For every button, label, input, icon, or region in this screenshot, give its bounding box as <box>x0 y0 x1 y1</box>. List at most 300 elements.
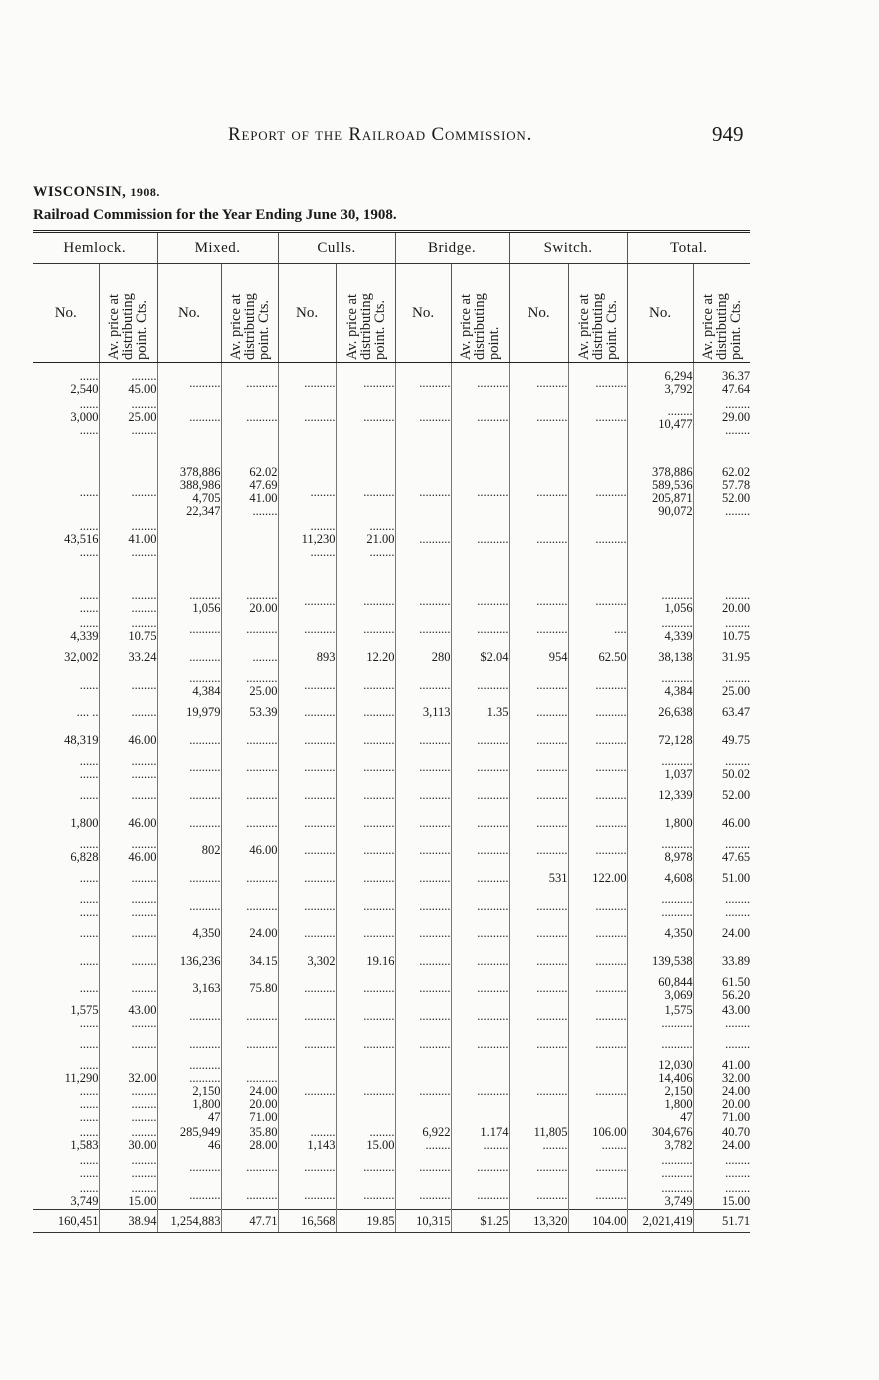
table-cell: 33.89 <box>693 948 750 975</box>
table-cell: .......... 8,978 <box>627 837 693 865</box>
table-cell: .......... <box>509 671 568 699</box>
table-cell: .... <box>568 616 627 644</box>
col-header-price-text: Av. price at distributing point. <box>458 293 503 360</box>
table-cell <box>157 560 221 587</box>
table-cell: .......... <box>278 1003 336 1031</box>
table-cell: 43.00 ........ <box>99 1003 157 1031</box>
table-cell: .......... <box>568 588 627 616</box>
table-cell: .......... <box>395 363 451 398</box>
table-cell: ........ 10.75 <box>99 616 157 644</box>
table-row <box>33 616 750 644</box>
table-row <box>33 1153 750 1181</box>
col-header-price <box>336 264 395 363</box>
table-cell: .......... <box>395 809 451 836</box>
table-cell <box>395 438 451 465</box>
table-cell: .......... <box>568 809 627 836</box>
table-cell: .......... <box>451 519 509 560</box>
table-cell: 106.00 ........ <box>568 1125 627 1153</box>
table-row <box>33 727 750 754</box>
total-cell: $1.25 <box>451 1210 509 1233</box>
table-cell: 6,294 3,792 <box>627 363 693 398</box>
table-cell: .......... <box>509 588 568 616</box>
col-header-no: No. <box>157 264 221 363</box>
table-cell: 33.24 <box>99 644 157 671</box>
table-cell: .......... <box>509 1003 568 1031</box>
table-cell: .......... .......... 2,150 1,800 47 <box>157 1058 221 1125</box>
table-cell: 285,949 46 <box>157 1125 221 1153</box>
table-cell <box>221 519 278 560</box>
table-cell: 72,128 <box>627 727 693 754</box>
table-cell: .......... <box>451 397 509 438</box>
state-name: WISCONSIN, <box>33 184 127 200</box>
table-cell: 48,319 <box>64 732 99 747</box>
table-cell: .......... <box>221 1031 278 1058</box>
table-cell: .......... <box>568 920 627 947</box>
total-cell: 10,315 <box>395 1210 451 1233</box>
table-cell: .......... <box>509 727 568 754</box>
table-cell: .......... <box>451 1153 509 1181</box>
col-header-price-text: Av. price at distributing point. Cts. <box>575 293 620 360</box>
table-row <box>33 975 750 1003</box>
table-cell: .......... <box>221 363 278 398</box>
table-cell: .......... <box>509 1031 568 1058</box>
table-cell: ...... <box>79 1037 99 1052</box>
table-cell: .......... 20.00 <box>221 588 278 616</box>
col-header-price <box>221 264 278 363</box>
table-cell <box>627 519 693 560</box>
table-row <box>33 560 750 587</box>
table-cell: .......... <box>336 363 395 398</box>
table-cell: .......... <box>395 616 451 644</box>
table-row <box>33 397 750 438</box>
table-row <box>33 438 750 465</box>
table-row <box>33 754 750 782</box>
table-cell: .......... <box>509 397 568 438</box>
table-row <box>33 671 750 699</box>
table-cell: 1,575 .......... <box>627 1003 693 1031</box>
table-cell: ........ 41.00 ........ <box>99 519 157 560</box>
table-cell: .......... <box>395 837 451 865</box>
table-cell: .......... <box>395 975 451 1003</box>
table-cell: .......... <box>395 727 451 754</box>
table-cell: ...... <box>79 870 99 885</box>
table-cell: .......... <box>395 1003 451 1031</box>
table-cell: ...... 11,290 ...... ...... ...... <box>64 1058 99 1125</box>
table-cell: 3,163 <box>157 975 221 1003</box>
table-cell <box>451 560 509 587</box>
group-header-bridge: Bridge. <box>395 232 509 264</box>
table-cell: 38,138 <box>627 644 693 671</box>
table-cell: .......... <box>568 948 627 975</box>
table-cell <box>509 438 568 465</box>
table-cell: ........ 30.00 <box>99 1125 157 1153</box>
table-cell: 62.02 57.78 52.00 ........ <box>693 465 750 519</box>
table-cell: 35.80 28.00 <box>221 1125 278 1153</box>
total-cell: 38.94 <box>99 1210 157 1233</box>
col-header-price <box>99 264 157 363</box>
table-cell: .......... <box>278 837 336 865</box>
table-cell: .......... <box>451 892 509 920</box>
table-row <box>33 519 750 560</box>
table-cell: .......... <box>509 920 568 947</box>
col-header-price-text: Av. price at distributing point. Cts. <box>699 293 744 360</box>
table-cell: ........ <box>99 465 157 519</box>
table-cell: 4,608 <box>627 865 693 892</box>
table-cell: .......... <box>509 1153 568 1181</box>
table-cell: ........ <box>99 948 157 975</box>
table-cell: 53.39 <box>221 699 278 726</box>
totals-row <box>33 1210 750 1233</box>
table-cell: .......... 1,056 <box>157 588 221 616</box>
table-cell: ...... 4,339 <box>70 615 99 643</box>
table-cell: .......... <box>395 754 451 782</box>
table-cell: ........ 15.00 <box>336 1125 395 1153</box>
table-cell <box>336 560 395 587</box>
table-cell: .......... <box>336 465 395 519</box>
table-cell: .......... <box>157 865 221 892</box>
table-row <box>33 699 750 726</box>
table-cell: 12,030 14,406 2,150 1,800 47 <box>627 1058 693 1125</box>
total-cell: 1,254,883 <box>157 1210 221 1233</box>
table-cell <box>509 560 568 587</box>
table-row <box>33 1058 750 1125</box>
table-cell: .......... <box>336 699 395 726</box>
table-row <box>33 809 750 836</box>
table-cell: .......... <box>336 754 395 782</box>
table-cell: .......... <box>157 892 221 920</box>
table-cell: .......... <box>278 865 336 892</box>
table-cell: .......... <box>336 1058 395 1125</box>
table-cell: .......... 3,749 <box>627 1181 693 1210</box>
table-cell: .......... <box>221 865 278 892</box>
table-cell: .......... <box>395 920 451 947</box>
table-cell: 46.00 <box>693 809 750 836</box>
table-cell: ...... ...... <box>79 587 99 615</box>
table-cell: .......... <box>568 519 627 560</box>
table-cell: .......... <box>509 616 568 644</box>
table-cell: .......... <box>509 809 568 836</box>
table-cell <box>693 560 750 587</box>
table-row <box>33 1031 750 1058</box>
table-row <box>33 920 750 947</box>
table-cell: .......... <box>395 1181 451 1210</box>
table-cell: ...... 6,828 <box>70 836 99 864</box>
table-cell: ........ <box>99 1031 157 1058</box>
table-cell: .......... <box>221 892 278 920</box>
table-cell: .......... <box>451 782 509 809</box>
table-cell: .......... <box>509 519 568 560</box>
table-cell: .......... <box>221 809 278 836</box>
table-cell: 24.00 <box>693 920 750 947</box>
table-cell: ...... <box>79 926 99 941</box>
table-row <box>33 892 750 920</box>
group-header-mixed: Mixed. <box>157 232 278 264</box>
table-cell: .......... <box>509 975 568 1003</box>
table-cell: ........ 50.02 <box>693 754 750 782</box>
total-cell: 51.71 <box>693 1210 750 1233</box>
table-cell: .......... <box>395 948 451 975</box>
col-header-price-text: Av. price at distributing point. Cts. <box>343 293 388 360</box>
table-cell: 32,002 <box>64 649 99 664</box>
table-cell: .......... <box>278 363 336 398</box>
table-cell: ........ ........ <box>99 1153 157 1181</box>
table-cell: .......... <box>395 865 451 892</box>
table-cell: .......... <box>568 1003 627 1031</box>
table-cell <box>568 438 627 465</box>
table-cell: .......... <box>336 975 395 1003</box>
table-cell: .......... <box>568 837 627 865</box>
table-cell: .......... <box>278 754 336 782</box>
table-cell: 1.35 <box>451 699 509 726</box>
table-cell: .......... <box>451 809 509 836</box>
table-cell <box>627 560 693 587</box>
table-cell: .......... <box>451 616 509 644</box>
table-cell: .......... <box>451 975 509 1003</box>
table-cell: .......... <box>221 1003 278 1031</box>
table-cell: .......... <box>221 1181 278 1210</box>
table-cell: 34.15 <box>221 948 278 975</box>
table-cell: .......... <box>568 363 627 398</box>
table-cell: .......... <box>568 1031 627 1058</box>
table-cell: .......... <box>451 865 509 892</box>
table-cell: .......... <box>278 920 336 947</box>
col-header-no: No. <box>509 264 568 363</box>
table-cell: $2.04 <box>451 644 509 671</box>
table-row <box>33 948 750 975</box>
table-cell: .......... <box>157 1181 221 1210</box>
table-cell: .......... <box>451 1058 509 1125</box>
table-cell: .......... <box>157 616 221 644</box>
table-cell <box>33 560 99 587</box>
table-row <box>33 588 750 616</box>
table-cell <box>693 438 750 465</box>
table-row <box>33 644 750 671</box>
table-cell: 46.00 <box>99 809 157 836</box>
table-cell: 19,979 <box>157 699 221 726</box>
table-cell: .......... <box>336 588 395 616</box>
table-cell: .......... <box>568 975 627 1003</box>
table-row <box>33 465 750 519</box>
table-cell: .......... 24.00 20.00 71.00 <box>221 1058 278 1125</box>
table-cell: .......... <box>395 1058 451 1125</box>
table-cell: ........ <box>99 865 157 892</box>
table-cell: ........ <box>99 975 157 1003</box>
table-cell: .......... <box>568 397 627 438</box>
table-cell: .......... <box>509 1181 568 1210</box>
table-cell: ...... 1,583 <box>70 1125 99 1153</box>
table-cell: ........ 15.00 <box>693 1181 750 1210</box>
table-cell: ........ <box>99 671 157 699</box>
table-cell: 531 <box>509 865 568 892</box>
table-cell: .......... <box>157 1003 221 1031</box>
table-cell <box>33 438 99 465</box>
table-cell: .......... .......... <box>627 1153 693 1181</box>
table-cell: 60,844 3,069 <box>627 975 693 1003</box>
table-cell: ........ <box>221 644 278 671</box>
table-cell: .......... 25.00 <box>221 671 278 699</box>
table-cell: .......... <box>509 754 568 782</box>
table-cell: ........ 15.00 <box>99 1181 157 1210</box>
table-cell: ...... ...... <box>79 892 99 920</box>
table-cell: 304,676 3,782 <box>627 1125 693 1153</box>
table-cell: .......... <box>157 727 221 754</box>
table-cell: .......... <box>336 782 395 809</box>
table-cell: ........ <box>99 920 157 947</box>
group-header-hemlock: Hemlock. <box>33 232 157 264</box>
table-cell: .......... <box>278 809 336 836</box>
table-cell: .......... <box>336 727 395 754</box>
table-cell: 3,302 <box>278 948 336 975</box>
table-cell: ...... <box>79 788 99 803</box>
table-cell: .......... <box>451 1031 509 1058</box>
table-cell: .......... <box>278 1181 336 1210</box>
table-cell: ........ ........ <box>99 754 157 782</box>
page-number: 949 <box>712 122 744 146</box>
table-cell: .......... <box>395 397 451 438</box>
table-cell <box>451 438 509 465</box>
total-cell: 16,568 <box>278 1210 336 1233</box>
table-cell: .......... <box>451 588 509 616</box>
table-body <box>33 363 750 1233</box>
table-cell: .......... <box>395 671 451 699</box>
total-cell: 19.85 <box>336 1210 395 1233</box>
table-cell: ........ 25.00 <box>693 671 750 699</box>
table-cell: ...... 3,000 ...... <box>70 397 99 437</box>
table-cell: .......... <box>451 920 509 947</box>
table-cell: .......... <box>395 519 451 560</box>
table-cell: ........ 10.75 <box>693 616 750 644</box>
table-cell <box>278 438 336 465</box>
total-cell: 2,021,419 <box>627 1210 693 1233</box>
group-header-switch: Switch. <box>509 232 627 264</box>
table-cell: ........ <box>693 1031 750 1058</box>
table-cell: ........ 21.00 ........ <box>336 519 395 560</box>
running-title: Report of the Railroad Commission. <box>228 124 533 145</box>
table-cell: .......... <box>278 727 336 754</box>
table-cell: .......... <box>157 754 221 782</box>
table-cell: 893 <box>278 644 336 671</box>
table-cell: ...... <box>79 677 99 692</box>
table-cell <box>568 560 627 587</box>
table-cell: .......... <box>336 920 395 947</box>
table-cell: 52.00 <box>693 782 750 809</box>
table-cell: .......... <box>278 1031 336 1058</box>
table-cell: ........ <box>99 699 157 726</box>
table-cell: .......... <box>157 363 221 398</box>
table-cell: .......... <box>509 782 568 809</box>
col-header-price-text: Av. price at distributing point. Cts. <box>227 293 272 360</box>
table-cell: .......... <box>509 363 568 398</box>
table-cell: ........ ........ <box>99 588 157 616</box>
table-cell: ........ ........ <box>693 1153 750 1181</box>
table-cell: 32.00 ........ ........ ........ <box>99 1058 157 1125</box>
table-cell: .......... <box>221 754 278 782</box>
table-cell: .......... <box>157 1153 221 1181</box>
col-header-no: No. <box>33 264 99 363</box>
table-cell: .......... <box>221 397 278 438</box>
state-year: 1908. <box>130 185 160 199</box>
table-cell: .......... <box>157 644 221 671</box>
table-cell: .......... <box>568 782 627 809</box>
table-row <box>33 837 750 865</box>
table-cell: .......... <box>568 671 627 699</box>
table-cell: .......... <box>451 948 509 975</box>
table-cell: 75.80 <box>221 975 278 1003</box>
table-cell: .......... <box>451 671 509 699</box>
table-cell: 6,922 ........ <box>395 1125 451 1153</box>
table-cell: ........ ........ <box>99 892 157 920</box>
table-row <box>33 1003 750 1031</box>
table-cell: 954 <box>509 644 568 671</box>
table-cell: 122.00 <box>568 865 627 892</box>
table-cell: 3,113 <box>395 699 451 726</box>
table-cell: .......... <box>336 809 395 836</box>
table-cell: .......... 4,384 <box>627 671 693 699</box>
table-cell: .......... <box>395 892 451 920</box>
table-cell: .......... <box>568 1181 627 1210</box>
table-cell: 1,800 <box>627 809 693 836</box>
table-cell: ........ ........ <box>693 892 750 920</box>
table-cell: .......... <box>509 465 568 519</box>
table-cell: 802 <box>157 837 221 865</box>
table-cell: .......... <box>278 616 336 644</box>
table-cell: ...... 3,749 <box>70 1181 99 1209</box>
table-cell: .......... <box>568 727 627 754</box>
table-cell: .......... <box>451 754 509 782</box>
table-cell: ...... <box>79 484 99 499</box>
table-cell: .......... <box>278 397 336 438</box>
table-cell: 12,339 <box>627 782 693 809</box>
table-cell: .......... <box>509 1058 568 1125</box>
total-cell: 160,451 <box>33 1210 99 1233</box>
table-cell: 62.02 47.69 41.00 ........ <box>221 465 278 519</box>
total-cell: 47.71 <box>221 1210 278 1233</box>
table-cell: .......... <box>336 1181 395 1210</box>
table-cell: ...... <box>79 953 99 968</box>
total-cell: 104.00 <box>568 1210 627 1233</box>
table-cell <box>99 438 157 465</box>
table-cell: 43.00 ........ <box>693 1003 750 1031</box>
table-cell: ...... ...... <box>79 753 99 781</box>
table-cell: .......... <box>278 892 336 920</box>
table-cell: .......... <box>336 892 395 920</box>
table-cell: .......... <box>568 1153 627 1181</box>
table-cell: .......... <box>451 1181 509 1210</box>
table-row <box>33 1181 750 1210</box>
table-cell: .......... <box>221 616 278 644</box>
table-cell: 36.37 47.64 <box>693 363 750 398</box>
table-cell: .......... <box>395 1153 451 1181</box>
table-cell: ........ 20.00 <box>693 588 750 616</box>
table-cell: .......... <box>568 1058 627 1125</box>
table-cell: ........ 10,477 <box>627 397 693 438</box>
table-cell: 1.174 ........ <box>451 1125 509 1153</box>
table-cell: .......... <box>278 1153 336 1181</box>
table-cell: .......... <box>336 671 395 699</box>
table-cell: .......... <box>278 1058 336 1125</box>
table-cell: .......... 1,056 <box>627 588 693 616</box>
table-cell: 1,800 <box>70 815 99 830</box>
table-cell: .......... <box>451 727 509 754</box>
table-row <box>33 782 750 809</box>
table-cell: .......... <box>278 782 336 809</box>
table-row <box>33 1125 750 1153</box>
table-cell <box>157 519 221 560</box>
table-cell: .......... <box>336 1153 395 1181</box>
table-row <box>33 363 750 398</box>
col-header-price <box>451 264 509 363</box>
table-cell: 24.00 <box>221 920 278 947</box>
